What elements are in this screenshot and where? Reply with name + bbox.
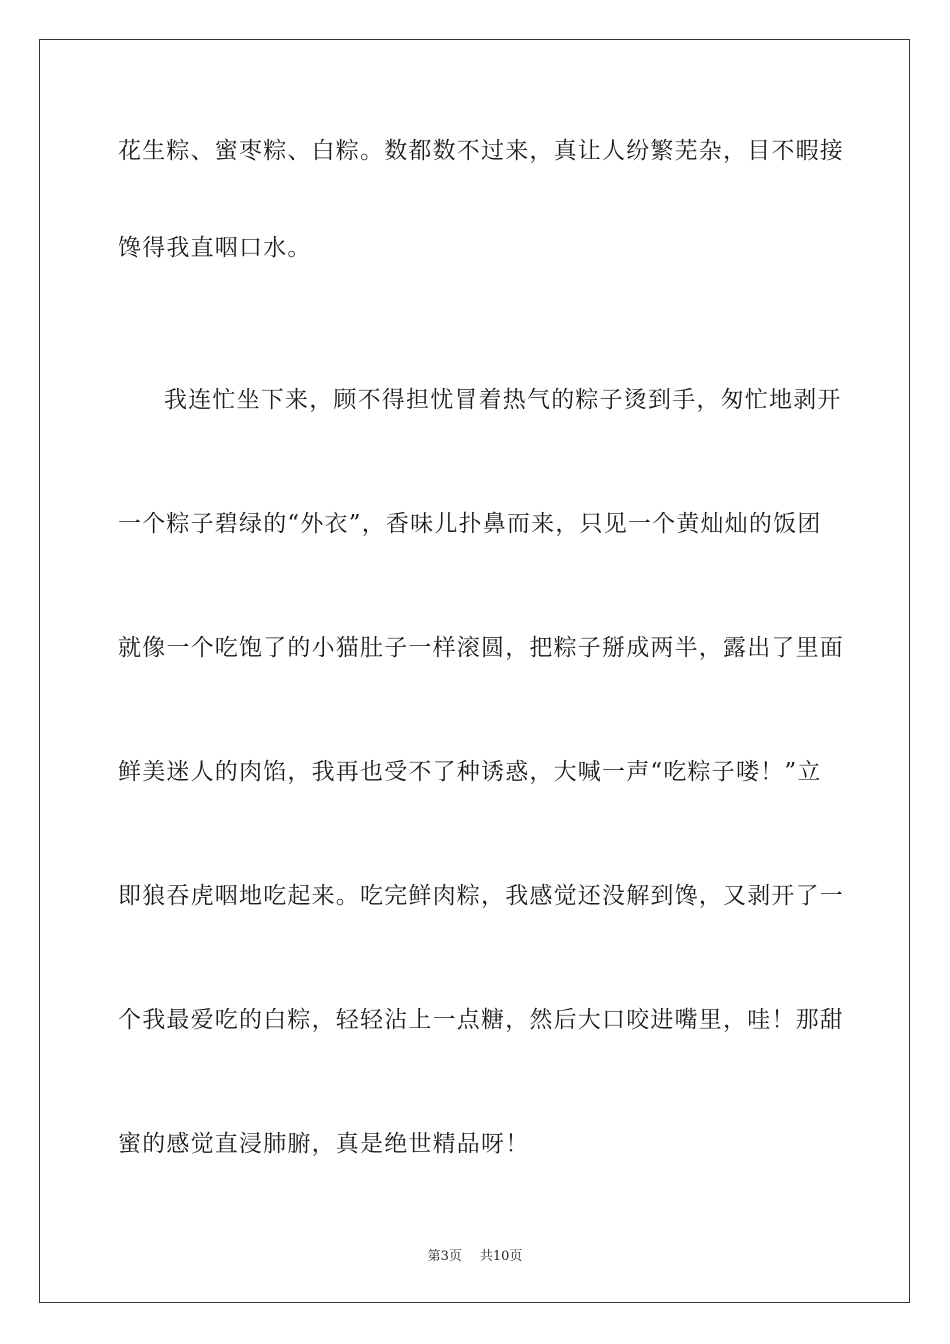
page-total: 共10页	[479, 1249, 523, 1264]
text-line: 鲜美迷人的肉馅，我再也受不了种诱惑，大喊一声“吃粽子喽！”立	[118, 759, 822, 785]
text-line: 蜜的感觉直浸肺腑，真是绝世精品呀！	[118, 1131, 530, 1157]
text-line: 一个粽子碧绿的“外衣”，香味儿扑鼻而来，只见一个黄灿灿的饭团	[118, 511, 822, 537]
text-line: 即狼吞虎咽地吃起来。吃完鲜肉粽，我感觉还没解到馋，又剥开了一	[118, 883, 844, 909]
paragraph-start-line: 我连忙坐下来，顾不得担忧冒着热气的粽子烫到手，匆忙地剥开	[164, 387, 842, 413]
text-line: 花生粽、蜜枣粽、白粽。数都数不过来，真让人纷繁芜杂，目不暇接	[118, 138, 844, 164]
page-number: 第3页	[427, 1249, 462, 1264]
page-border	[39, 39, 910, 1303]
text-line: 就像一个吃饱了的小猫肚子一样滚圆，把粽子掰成两半，露出了里面	[118, 635, 844, 661]
text-line: 个我最爱吃的白粽，轻轻沾上一点糖，然后大口咬进嘴里，哇！那甜	[118, 1007, 844, 1033]
text-line: 馋得我直咽口水。	[118, 235, 312, 261]
page-footer	[0, 1249, 950, 1265]
